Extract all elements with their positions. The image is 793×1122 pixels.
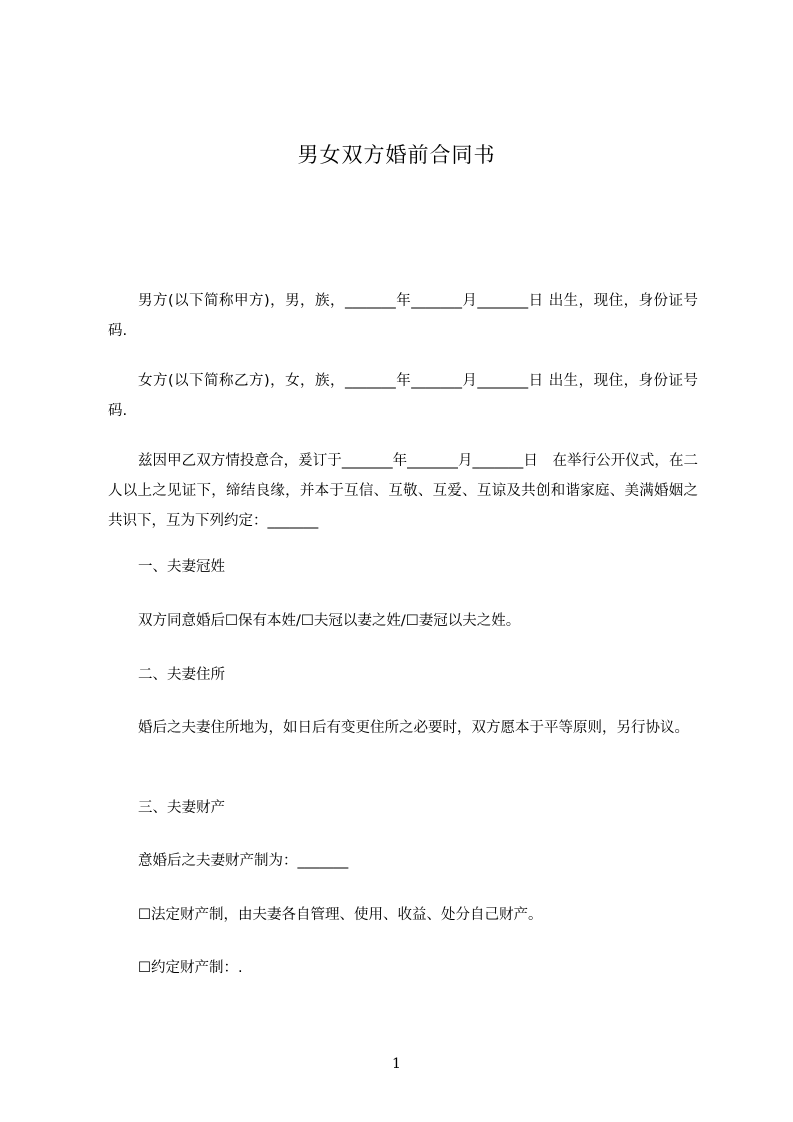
section-heading-surname: 一、夫妻冠姓: [138, 559, 225, 575]
section-heading-property: 三、夫妻财产: [138, 800, 225, 816]
clause-marriage-agreement: 兹因甲乙双方情投意合，爰订于_______年_______月_______日 在举行公开仪式，在二人以上之见证下，缔结良缘，并本于互信、互敬、互爱、互谅及共创和谐家庭、美满婚姻之共识下，互为下列约定：_______: [108, 453, 698, 529]
document-title: 男女双方婚前合同书: [297, 143, 496, 167]
clause-surname-options: 双方同意婚后☐保有本姓/☐夫冠以妻之姓/☐妻冠以夫之姓。: [138, 613, 521, 629]
page-number: 1: [392, 1056, 401, 1072]
clause-agreed-property: ☐约定财产制：.: [138, 960, 243, 976]
clause-property-system: 意婚后之夫妻财产制为：_______: [138, 853, 349, 869]
clause-residence: 婚后之夫妻住所地为，如日后有变更住所之必要时，双方愿本于平等原则，另行协议。: [138, 720, 689, 736]
clause-wife-info: 女方(以下简称乙方)，女，族，_______年_______月_______日 出生，现住，身份证号码.: [108, 373, 698, 419]
section-heading-residence: 二、夫妻住所: [138, 667, 225, 683]
clause-statutory-property: ☐法定财产制，由夫妻各自管理、使用、收益、处分自己财产。: [138, 907, 543, 923]
clause-husband-info: 男方(以下简称甲方)，男，族，_______年_______月_______日 出生，现住，身份证号码.: [108, 293, 698, 339]
